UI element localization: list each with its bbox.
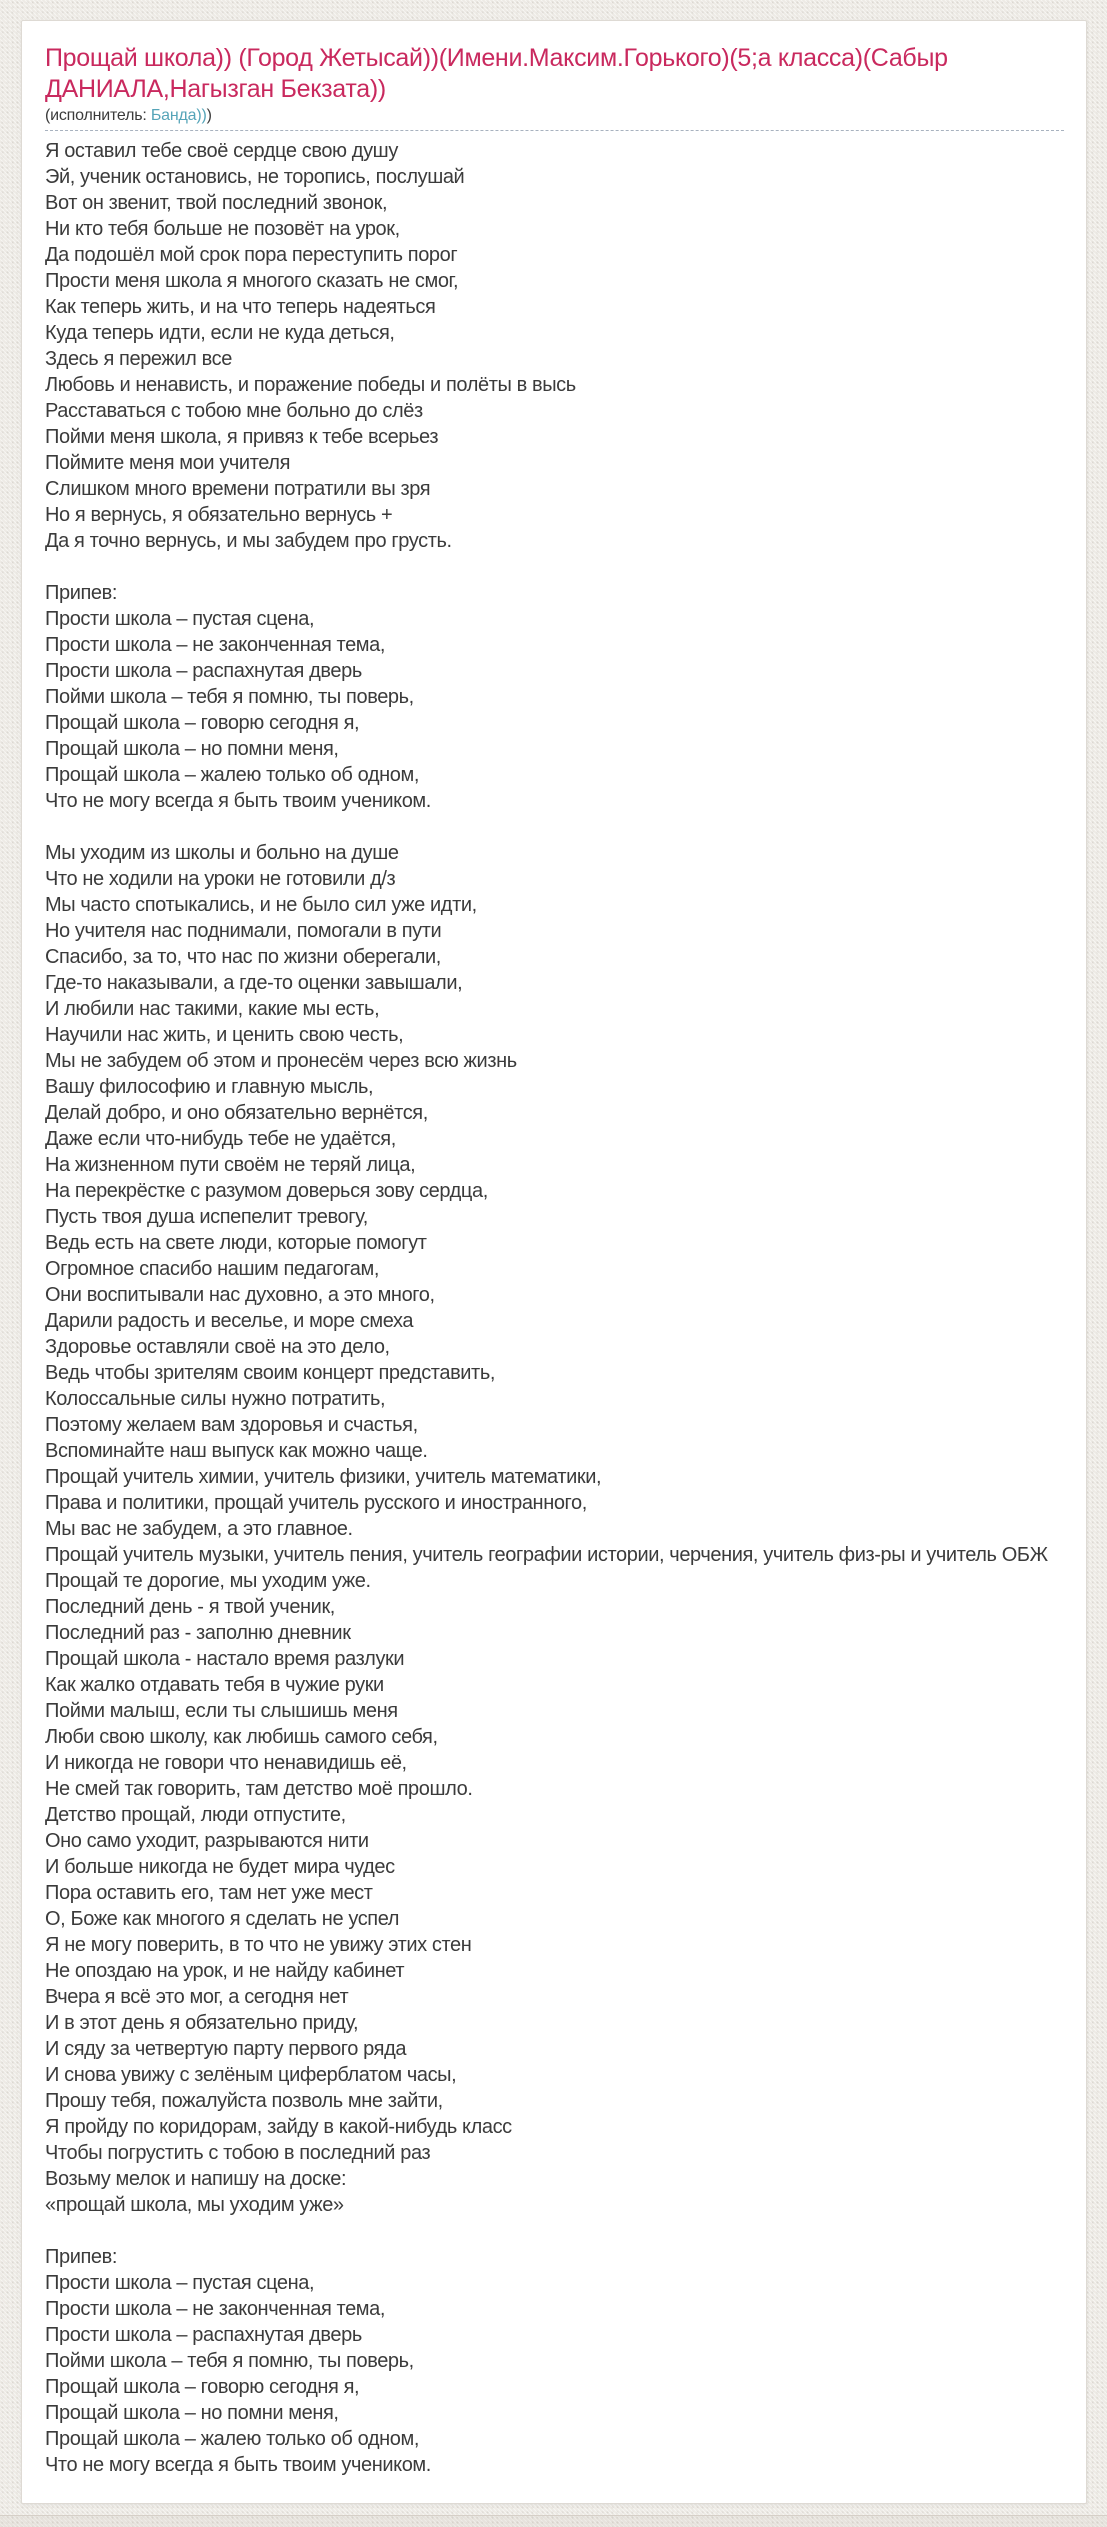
- lyric-line: Прощай школа – но помни меня,: [45, 738, 339, 760]
- lyric-line: Прощай учитель химии, учитель физики, учитель математики,: [45, 1466, 602, 1488]
- lyric-line: Слишком много времени потратили вы зря: [45, 478, 431, 500]
- lyric-line: Припев:: [45, 582, 118, 604]
- lyric-line: Пойми школа – тебя я помню, ты поверь,: [45, 2350, 414, 2372]
- lyric-line: И любили нас такими, какие мы есть,: [45, 998, 380, 1020]
- lyric-line: Здесь я пережил все: [45, 348, 232, 370]
- performer-link[interactable]: Банда)): [150, 107, 207, 124]
- lyric-line: Мы уходим из школы и больно на душе: [45, 842, 399, 864]
- lyric-line: Прости школа – не законченная тема,: [45, 2298, 386, 2320]
- song-title: Прощай школа)) (Город Жетысай))(Имени.Максим.Горького)(5;а класса)(Сабыр ДАНИАЛА,Нагызган Бекзата)): [45, 44, 948, 103]
- lyric-line: Что не могу всегда я быть твоим учеником.: [45, 790, 431, 812]
- lyric-line: Чтобы погрустить с тобою в последний раз: [45, 2142, 431, 2164]
- lyric-line: Прощай школа - настало время разлуки: [45, 1648, 405, 1670]
- lyric-line: Прости школа – пустая сцена,: [45, 608, 315, 630]
- lyric-line: Как теперь жить, и на что теперь надеяться: [45, 296, 436, 318]
- lyric-line: Что не могу всегда я быть твоим учеником.: [45, 2454, 431, 2476]
- lyric-line: Прощай те дорогие, мы уходим уже.: [45, 1570, 371, 1592]
- lyric-line: Как жалко отдавать тебя в чужие руки: [45, 1674, 384, 1696]
- lyric-line: Прости меня школа я многого сказать не смог,: [45, 270, 459, 292]
- lyric-line: Куда теперь идти, если не куда деться,: [45, 322, 395, 344]
- lyric-line: [45, 2218, 1064, 2244]
- lyric-line: Пора оставить его, там нет уже мест: [45, 1882, 373, 1904]
- lyric-line: И в этот день я обязательно приду,: [45, 2012, 359, 2034]
- dashed-separator: [45, 130, 1064, 131]
- lyrics-text: [45, 138, 1064, 2478]
- lyric-line: Я оставил тебе своё сердце свою душу: [45, 140, 398, 162]
- lyrics-card: [21, 20, 1087, 2504]
- lyric-line: И сяду за четвертую парту первого ряда: [45, 2038, 407, 2060]
- lyric-line: Прощай школа – говорю сегодня я,: [45, 712, 360, 734]
- lyric-line: Но учителя нас поднимали, помогали в пути: [45, 920, 442, 942]
- lyric-line: Спасибо, за то, что нас по жизни оберегали,: [45, 946, 441, 968]
- lyric-line: Ведь чтобы зрителям своим концерт представить,: [45, 1362, 495, 1384]
- lyric-line: Последний раз - заполню дневник: [45, 1622, 351, 1644]
- lyric-line: Расставаться с тобою мне больно до слёз: [45, 400, 423, 422]
- lyric-line: Мы часто спотыкались, и не было сил уже идти,: [45, 894, 477, 916]
- lyric-line: Любовь и ненависть, и поражение победы и полёты в высь: [45, 374, 576, 396]
- lyric-line: О, Боже как многого я сделать не успел: [45, 1908, 400, 1930]
- lyric-line: Ведь есть на свете люди, которые помогут: [45, 1232, 427, 1254]
- lyric-line: Пойми школа – тебя я помню, ты поверь,: [45, 686, 414, 708]
- lyric-line: На жизненном пути своём не теряй лица,: [45, 1154, 416, 1176]
- lyric-line: И больше никогда не будет мира чудес: [45, 1856, 395, 1878]
- lyric-line: Припев:: [45, 2246, 118, 2268]
- lyric-line: Научили нас жить, и ценить свою честь,: [45, 1024, 404, 1046]
- lyric-line: Да я точно вернусь, и мы забудем про грусть.: [45, 530, 452, 552]
- lyric-line: Прости школа – не законченная тема,: [45, 634, 386, 656]
- lyric-line: Прости школа – пустая сцена,: [45, 2272, 315, 2294]
- lyric-line: Где-то наказывали, а где-то оценки завышали,: [45, 972, 463, 994]
- lyric-line: «прощай школа, мы уходим уже»: [45, 2194, 344, 2216]
- lyric-line: Колоссальные силы нужно потратить,: [45, 1388, 386, 1410]
- lyric-line: Прости школа – распахнутая дверь: [45, 2324, 362, 2346]
- lyric-line: Мы вас не забудем, а это главное.: [45, 1518, 353, 1540]
- lyric-line: Да подошёл мой срок пора переступить порог: [45, 244, 458, 266]
- performer-suffix: ): [206, 107, 212, 124]
- lyric-line: Прощай школа – жалею только об одном,: [45, 2428, 420, 2450]
- lyric-line: Дарили радость и веселье, и море смеха: [45, 1310, 414, 1332]
- lyric-line: На перекрёстке с разумом доверься зову сердца,: [45, 1180, 488, 1202]
- lyric-line: [45, 554, 1064, 580]
- lyric-line: Ни кто тебя больше не позовёт на урок,: [45, 218, 400, 240]
- lyric-line: Прости школа – распахнутая дверь: [45, 660, 362, 682]
- lyric-line: Делай добро, и оно обязательно вернётся,: [45, 1102, 428, 1124]
- lyric-line: Здоровье оставляли своё на это дело,: [45, 1336, 390, 1358]
- lyric-line: [45, 814, 1064, 840]
- lyric-line: Поэтому желаем вам здоровья и счастья,: [45, 1414, 418, 1436]
- lyric-line: Пойми малыш, если ты слышишь меня: [45, 1700, 398, 1722]
- lyric-line: И снова увижу с зелёным циферблатом часы,: [45, 2064, 457, 2086]
- performer-label: (исполнитель:: [45, 107, 147, 124]
- lyric-line: Детство прощай, люди отпустите,: [45, 1804, 346, 1826]
- lyric-line: Возьму мелок и напишу на доске:: [45, 2168, 347, 2190]
- lyric-line: Я пройду по коридорам, зайду в какой-нибудь класс: [45, 2116, 512, 2138]
- lyric-line: Но я вернусь, я обязательно вернусь +: [45, 504, 393, 526]
- lyric-line: Поймите меня мои учителя: [45, 452, 290, 474]
- lyric-line: Вспоминайте наш выпуск как можно чаще.: [45, 1440, 428, 1462]
- lyric-line: Не смей так говорить, там детство моё прошло.: [45, 1778, 473, 1800]
- lyric-line: Я не могу поверить, в то что не увижу этих стен: [45, 1934, 472, 1956]
- lyric-line: Прощай школа – жалею только об одном,: [45, 764, 420, 786]
- lyric-line: Огромное спасибо нашим педагогам,: [45, 1258, 380, 1280]
- lyric-line: Что не ходили на уроки не готовили д/з: [45, 868, 396, 890]
- lyric-line: Мы не забудем об этом и пронесём через всю жизнь: [45, 1050, 517, 1072]
- footer-strip: [0, 2515, 1107, 2527]
- lyric-line: Пусть твоя душа испепелит тревогу,: [45, 1206, 368, 1228]
- lyric-line: Прошу тебя, пожалуйста позволь мне зайти,: [45, 2090, 443, 2112]
- lyric-line: Вчера я всё это мог, а сегодня нет: [45, 1986, 349, 2008]
- lyric-line: Оно само уходит, разрываются нити: [45, 1830, 369, 1852]
- lyric-line: Даже если что-нибудь тебе не удаётся,: [45, 1128, 396, 1150]
- performer-line: [45, 106, 1064, 126]
- lyric-line: Прощай школа – говорю сегодня я,: [45, 2376, 360, 2398]
- lyric-line: Люби свою школу, как любишь самого себя,: [45, 1726, 438, 1748]
- lyric-line: Прощай школа – но помни меня,: [45, 2402, 339, 2424]
- lyric-line: Они воспитывали нас духовно, а это много,: [45, 1284, 435, 1306]
- lyric-line: Вот он звенит, твой последний звонок,: [45, 192, 388, 214]
- lyric-line: Прощай учитель музыки, учитель пения, учитель географии истории, черчения, учитель физ-ры и учитель ОБЖ: [45, 1544, 1048, 1566]
- lyric-line: Права и политики, прощай учитель русского и иностранного,: [45, 1492, 587, 1514]
- lyric-line: Вашу философию и главную мысль,: [45, 1076, 374, 1098]
- lyric-line: Последний день - я твой ученик,: [45, 1596, 335, 1618]
- lyric-line: Пойми меня школа, я привяз к тебе всерьез: [45, 426, 439, 448]
- lyric-line: Эй, ученик остановись, не торопись, послушай: [45, 166, 465, 188]
- lyric-line: Не опоздаю на урок, и не найду кабинет: [45, 1960, 405, 1982]
- lyric-line: И никогда не говори что ненавидишь её,: [45, 1752, 407, 1774]
